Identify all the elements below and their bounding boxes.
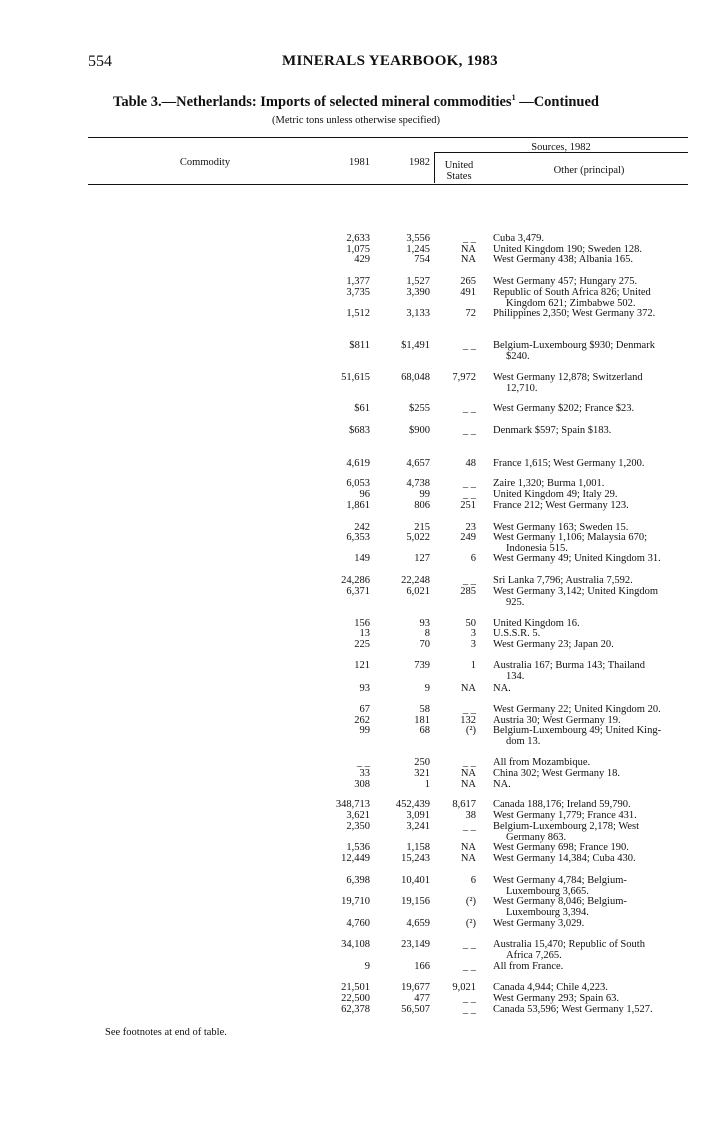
value-1982: $255 [409,403,430,414]
value-united-states: NA [460,254,476,265]
value-other-sources: Canada 4,944; Chile 4,223. [493,982,608,993]
value-united-states: 1 [470,660,476,671]
value-other-sources: Canada 53,596; West Germany 1,527. [493,1004,653,1015]
value-1981: 429 [354,254,370,265]
value-1981: 262 [354,715,370,726]
value-united-states: _ _ [462,575,476,586]
value-other-sources: West Germany 438; Albania 165. [493,254,634,265]
value-other-sources: West Germany 163; Sweden 15. [493,522,629,533]
value-united-states: 249 [460,532,476,543]
value-other-sources: West Germany 457; Hungary 275. [493,276,638,287]
col-united-states: United States [444,160,474,182]
value-1982: 70 [419,639,430,650]
title-footnote-mark: 1 [511,93,516,102]
value-united-states: 251 [460,500,476,511]
value-united-states: NA [460,683,476,694]
value-1981: 33 [359,768,370,779]
value-other-sources: Republic of South Africa 826; United Kingdom 621; Zimbabwe 502. [493,288,693,309]
value-1981: 225 [354,639,370,650]
value-1982: 99 [419,489,430,500]
value-other-sources: West Germany 698; France 190. [493,842,629,853]
value-united-states: (²) [465,896,476,907]
value-other-sources: West Germany 3,142; United Kingdom 925. [493,587,693,608]
other-sources-continued: dom 13. [506,735,541,747]
value-united-states: _ _ [462,340,476,351]
value-1981: 1,377 [346,276,370,287]
value-united-states: _ _ [462,403,476,414]
value-1981: 3,621 [346,810,370,821]
other-sources-continued: Indonesia 515. [506,542,568,554]
value-1981: 6,398 [346,875,370,886]
value-1981: 24,286 [341,575,370,586]
value-1981: 2,350 [346,821,370,832]
value-1982: 754 [414,254,430,265]
value-1981: 1,536 [346,842,370,853]
value-1981: 51,615 [341,372,370,383]
value-1982: 19,156 [401,896,430,907]
value-united-states: _ _ [462,757,476,768]
value-united-states: 6 [470,875,476,886]
value-1981: 34,108 [341,939,370,950]
value-other-sources: NA. [493,779,511,790]
value-united-states: 3 [470,628,476,639]
col-1982: 1982 [409,157,430,168]
value-1981: 9 [364,961,370,972]
value-other-sources: United Kingdom 190; Sweden 128. [493,244,643,255]
value-united-states: 8,617 [452,799,476,810]
value-1982: 22,248 [401,575,430,586]
value-1982: 9 [424,683,430,694]
value-united-states: 285 [460,586,476,597]
value-other-sources: All from Mozambique. [493,757,591,768]
value-1982: 4,659 [406,918,430,929]
value-1981: 149 [354,553,370,564]
value-1982: 452,439 [395,799,430,810]
value-united-states: NA [460,842,476,853]
value-other-sources: Austria 30; West Germany 19. [493,715,621,726]
value-1982: 93 [419,618,430,629]
value-other-sources: Belgium-Luxembourg 49; United King- dom 13. [493,726,693,747]
value-other-sources: France 212; West Germany 123. [493,500,629,511]
footnote: See footnotes at end of table. [105,1027,227,1038]
other-sources-continued: 925. [506,596,525,608]
other-sources-continued: Kingdom 621; Zimbabwe 502. [506,297,636,309]
value-1981: 156 [354,618,370,629]
value-other-sources: West Germany 1,106; Malaysia 670; Indonesia 515. [493,533,693,554]
value-other-sources: Belgium-Luxembourg 2,178; West Germany 863. [493,822,693,843]
value-1982: 3,241 [406,821,430,832]
value-1981: 6,371 [346,586,370,597]
value-united-states: (²) [465,918,476,929]
value-united-states: 50 [465,618,476,629]
value-united-states: 265 [460,276,476,287]
value-1981: 19,710 [341,896,370,907]
other-sources-continued: Luxembourg 3,394. [506,906,589,918]
other-sources-continued: 134. [506,670,525,682]
value-united-states: _ _ [462,233,476,244]
value-united-states: _ _ [462,1004,476,1015]
value-united-states: 7,972 [452,372,476,383]
value-united-states: 9,021 [452,982,476,993]
value-1981: 121 [354,660,370,671]
table-subtitle: (Metric tons unless otherwise specified) [272,115,440,126]
value-other-sources: Philippines 2,350; West Germany 372. [493,308,656,319]
value-united-states: 491 [460,287,476,298]
value-1982: 56,507 [401,1004,430,1015]
value-other-sources: Canada 188,176; Ireland 59,790. [493,799,631,810]
value-1981: 4,619 [346,458,370,469]
value-other-sources: Australia 167; Burma 143; Thailand 134. [493,661,693,682]
value-1982: 3,390 [406,287,430,298]
value-united-states: _ _ [462,478,476,489]
value-other-sources: West Germany $202; France $23. [493,403,635,414]
value-united-states: 48 [465,458,476,469]
value-other-sources: West Germany 4,784; Belgium- Luxembourg 3,665. [493,876,693,897]
value-1982: 1 [424,779,430,790]
value-1981: $683 [349,425,370,436]
sources-divider [434,153,435,183]
value-other-sources: West Germany 49; United Kingdom 31. [493,553,661,564]
value-1982: $900 [409,425,430,436]
col-1981: 1981 [349,157,370,168]
value-1982: 4,657 [406,458,430,469]
col-commodity: Commodity [179,157,231,168]
value-other-sources: Sri Lanka 7,796; Australia 7,592. [493,575,633,586]
value-1982: 5,022 [406,532,430,543]
value-other-sources: Denmark $597; Spain $183. [493,425,612,436]
value-1982: 19,677 [401,982,430,993]
value-united-states: NA [460,779,476,790]
table-title-suffix: —Continued [515,93,599,110]
value-other-sources: Cuba 3,479. [493,233,545,244]
value-united-states: 72 [465,308,476,319]
value-1982: 477 [414,993,430,1004]
value-united-states: _ _ [462,704,476,715]
value-1982: 1,527 [406,276,430,287]
value-1982: 3,133 [406,308,430,319]
page-number: 554 [88,53,112,70]
value-1981: 4,760 [346,918,370,929]
value-1982: 127 [414,553,430,564]
value-united-states: _ _ [462,993,476,1004]
value-1981: 96 [359,489,370,500]
value-other-sources: Zaire 1,320; Burma 1,001. [493,478,605,489]
value-united-states: NA [460,853,476,864]
value-other-sources: West Germany 22; United Kingdom 20. [493,704,661,715]
value-1982: 58 [419,704,430,715]
value-other-sources: West Germany 12,878; Switzerland 12,710. [493,373,693,394]
value-1981: 67 [359,704,370,715]
value-united-states: 132 [460,715,476,726]
value-1981: 242 [354,522,370,533]
value-1982: 6,021 [406,586,430,597]
value-1981: 308 [354,779,370,790]
value-other-sources: West Germany 14,384; Cuba 430. [493,853,636,864]
value-1981: 3,735 [346,287,370,298]
value-united-states: 23 [465,522,476,533]
value-1982: 739 [414,660,430,671]
value-other-sources: West Germany 23; Japan 20. [493,639,614,650]
value-1982: 1,245 [406,244,430,255]
value-united-states: _ _ [462,961,476,972]
value-1982: 10,401 [401,875,430,886]
value-other-sources: Belgium-Luxembourg $930; Denmark $240. [493,341,693,362]
other-sources-continued: 12,710. [506,382,538,394]
value-other-sources: NA. [493,683,511,694]
value-1981: 6,053 [346,478,370,489]
header-bottom-rule [88,184,688,185]
value-1982: $1,491 [401,340,430,351]
value-1982: 23,149 [401,939,430,950]
value-1982: 806 [414,500,430,511]
value-1982: 181 [414,715,430,726]
value-1981: 1,512 [346,308,370,319]
value-other-sources: China 302; West Germany 18. [493,768,620,779]
value-1982: 215 [414,522,430,533]
running-title: MINERALS YEARBOOK, 1983 [282,53,498,69]
value-other-sources: West Germany 8,046; Belgium- Luxembourg 3,394. [493,897,693,918]
value-1982: 321 [414,768,430,779]
value-1981: 6,353 [346,532,370,543]
other-sources-continued: Germany 863. [506,831,567,843]
value-united-states: 3 [470,639,476,650]
value-1982: 4,738 [406,478,430,489]
value-united-states: _ _ [462,821,476,832]
value-other-sources: West Germany 3,029. [493,918,585,929]
value-united-states: _ _ [462,425,476,436]
other-sources-continued: $240. [506,350,530,362]
value-other-sources: West Germany 1,779; France 431. [493,810,637,821]
value-1981: 62,378 [341,1004,370,1015]
value-united-states: _ _ [462,939,476,950]
value-1982: 3,091 [406,810,430,821]
value-1982: 250 [414,757,430,768]
value-1981: 99 [359,725,370,736]
value-other-sources: France 1,615; West Germany 1,200. [493,458,645,469]
value-1982: 68 [419,725,430,736]
value-1982: 166 [414,961,430,972]
other-sources-continued: Luxembourg 3,665. [506,885,589,897]
value-other-sources: All from France. [493,961,564,972]
value-1981: 93 [359,683,370,694]
other-sources-continued: Africa 7,265. [506,949,562,961]
value-1981: 1,861 [346,500,370,511]
value-other-sources: United Kingdom 49; Italy 29. [493,489,618,500]
col-sources: Sources, 1982 [531,142,591,153]
value-united-states: NA [460,768,476,779]
value-1982: 1,158 [406,842,430,853]
value-1982: 15,243 [401,853,430,864]
value-united-states: (²) [465,725,476,736]
value-united-states: _ _ [462,489,476,500]
value-1982: 68,048 [401,372,430,383]
col-other: Other (principal) [553,165,625,176]
header-top-rule [88,137,688,138]
value-1981: 13 [359,628,370,639]
value-1982: 8 [424,628,430,639]
table-title-text: Table 3.—Netherlands: Imports of selected mineral commodities [113,93,512,110]
value-united-states: 38 [465,810,476,821]
value-united-states: 6 [470,553,476,564]
value-1981: 12,449 [341,853,370,864]
table-title [0,93,712,111]
value-1981: 2,633 [346,233,370,244]
value-1981: 348,713 [335,799,370,810]
value-1982: 3,556 [406,233,430,244]
value-1981: 21,501 [341,982,370,993]
value-united-states: NA [460,244,476,255]
value-1981: 1,075 [346,244,370,255]
value-other-sources: Australia 15,470; Republic of South Africa 7,265. [493,940,693,961]
value-1981: $61 [354,403,370,414]
value-other-sources: U.S.S.R. 5. [493,628,541,639]
value-1981: $811 [349,340,370,351]
value-other-sources: West Germany 293; Spain 63. [493,993,620,1004]
value-other-sources: United Kingdom 16. [493,618,580,629]
value-1981: 22,500 [341,993,370,1004]
value-1981: _ _ [356,757,370,768]
